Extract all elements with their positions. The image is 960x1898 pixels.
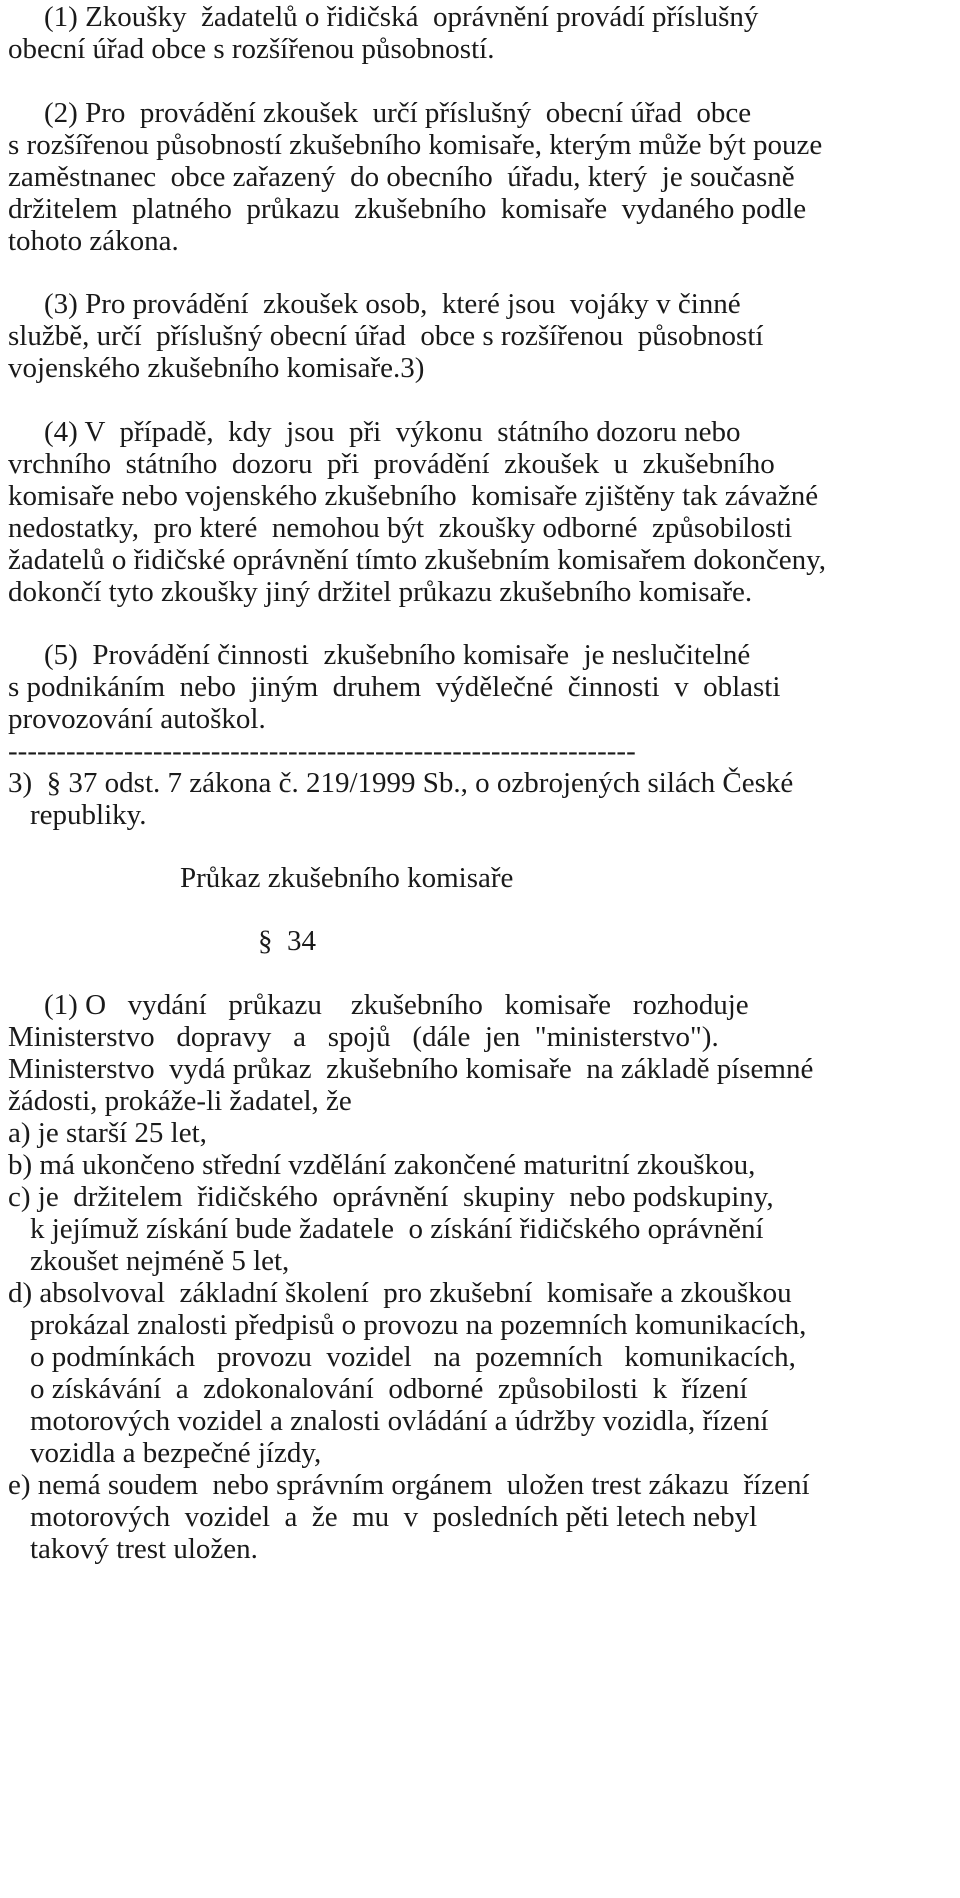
footnote-separator: ----------------------------------------------------------------- bbox=[8, 735, 636, 767]
section-number: § 34 bbox=[258, 925, 316, 957]
paragraph-3-line-3: vojenského zkušebního komisaře.3) bbox=[8, 352, 425, 384]
list-item-e-line-2: motorových vozidel a že mu v posledních pěti letech nebyl bbox=[30, 1501, 758, 1533]
list-item-d-line-2: prokázal znalosti předpisů o provozu na pozemních komunikacích, bbox=[30, 1309, 807, 1341]
list-item-e-line-3: takový trest uložen. bbox=[30, 1533, 258, 1565]
paragraph-2-line-4: držitelem platného průkazu zkušebního komisaře vydaného podle bbox=[8, 193, 807, 225]
list-item-b: b) má ukončeno střední vzdělání zakončené maturitní zkouškou, bbox=[8, 1149, 756, 1181]
paragraph-1-line-2: obecní úřad obce s rozšířenou působností. bbox=[8, 33, 495, 65]
list-item-d-line-4: o získávání a zdokonalování odborné způsobilosti k řízení bbox=[30, 1373, 748, 1405]
paragraph-4-line-5: žadatelů o řidičské oprávnění tímto zkušebním komisařem dokončeny, bbox=[8, 544, 826, 576]
list-item-c-line-3: zkoušet nejméně 5 let, bbox=[30, 1245, 290, 1277]
section-paragraph-line-4: žádosti, prokáže-li žadatel, že bbox=[8, 1085, 352, 1117]
paragraph-2-line-5: tohoto zákona. bbox=[8, 225, 179, 257]
paragraph-4-line-3: komisaře nebo vojenského zkušebního komisaře zjištěny tak závažné bbox=[8, 480, 819, 512]
list-item-c-line-2: k jejímuž získání bude žadatele o získání řidičského oprávnění bbox=[30, 1213, 764, 1245]
list-item-d-line-5: motorových vozidel a znalosti ovládání a údržby vozidla, řízení bbox=[30, 1405, 769, 1437]
paragraph-4-line-2: vrchního státního dozoru při provádění zkoušek u zkušebního bbox=[8, 448, 775, 480]
paragraph-4-line-6: dokončí tyto zkoušky jiný držitel průkazu zkušebního komisaře. bbox=[8, 576, 753, 608]
paragraph-2-line-2: s rozšířenou působností zkušebního komisaře, kterým může být pouze bbox=[8, 129, 823, 161]
paragraph-5-line-2: s podnikáním nebo jiným druhem výdělečné činnosti v oblasti bbox=[8, 671, 781, 703]
section-paragraph-line-3: Ministerstvo vydá průkaz zkušebního komisaře na základě písemné bbox=[8, 1053, 814, 1085]
paragraph-4-line-4: nedostatky, pro které nemohou být zkoušky odborné způsobilosti bbox=[8, 512, 793, 544]
list-item-d-line-3: o podmínkách provozu vozidel na pozemních komunikacích, bbox=[30, 1341, 796, 1373]
footnote-line-1: 3) § 37 odst. 7 zákona č. 219/1999 Sb., o ozbrojených silách České bbox=[8, 767, 794, 799]
list-item-e-line-1: e) nemá soudem nebo správním orgánem uložen trest zákazu řízení bbox=[8, 1469, 810, 1501]
paragraph-5-line-3: provozování autoškol. bbox=[8, 703, 266, 735]
list-item-d-line-6: vozidla a bezpečné jízdy, bbox=[30, 1437, 322, 1469]
list-item-d-line-1: d) absolvoval základní školení pro zkušební komisaře a zkouškou bbox=[8, 1277, 792, 1309]
list-item-a: a) je starší 25 let, bbox=[8, 1117, 207, 1149]
section-paragraph-line-2: Ministerstvo dopravy a spojů (dále jen "ministerstvo"). bbox=[8, 1021, 719, 1053]
section-paragraph-line-1: (1) O vydání průkazu zkušebního komisaře rozhoduje bbox=[44, 989, 749, 1021]
section-heading: Průkaz zkušebního komisaře bbox=[180, 862, 514, 894]
paragraph-1-line-1: (1) Zkoušky žadatelů o řidičská oprávnění provádí příslušný bbox=[44, 1, 759, 33]
paragraph-5-line-1: (5) Provádění činnosti zkušebního komisaře je neslučitelné bbox=[44, 639, 751, 671]
paragraph-3-line-1: (3) Pro provádění zkoušek osob, které jsou vojáky v činné bbox=[44, 288, 741, 320]
list-item-c-line-1: c) je držitelem řidičského oprávnění skupiny nebo podskupiny, bbox=[8, 1181, 774, 1213]
paragraph-4-line-1: (4) V případě, kdy jsou při výkonu státního dozoru nebo bbox=[44, 416, 741, 448]
footnote-line-2: republiky. bbox=[30, 799, 147, 831]
paragraph-2-line-1: (2) Pro provádění zkoušek určí příslušný obecní úřad obce bbox=[44, 97, 752, 129]
paragraph-3-line-2: službě, určí příslušný obecní úřad obce s rozšířenou působností bbox=[8, 320, 764, 352]
paragraph-2-line-3: zaměstnanec obce zařazený do obecního úřadu, který je současně bbox=[8, 161, 795, 193]
